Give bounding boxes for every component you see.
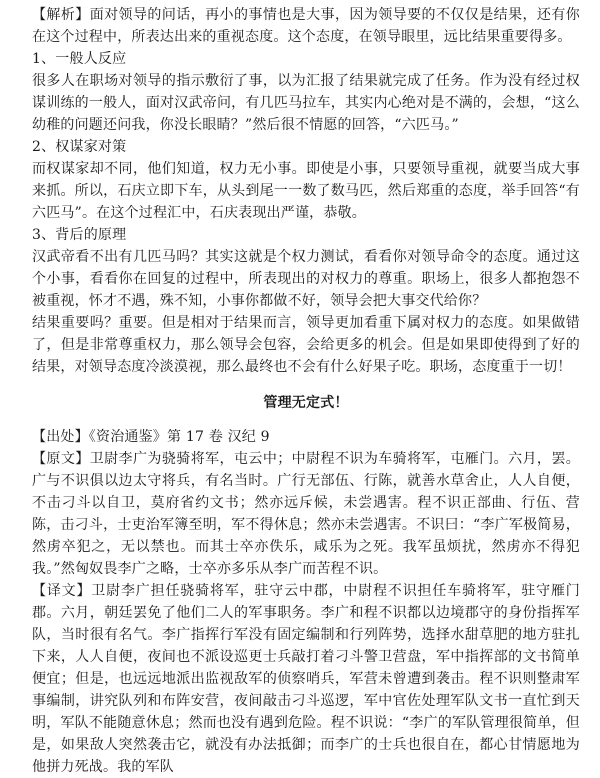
strategist-response-paragraph: 而权谋家却不同，他们知道，权力无小事。即使是小事，只要领导重视，就要当成大事来抓。所以，石庆立即下车，从头到尾一一数了数马匹，然后郑重的态度，举手回答“有六匹马”。在这个过程汇中，石庆表现出严谨，恭敬。 bbox=[32, 161, 580, 221]
ordinary-reaction-paragraph: 很多人在职场对领导的指示敷衍了事，以为汇报了结果就完成了任务。作为没有经过权谋训练的一般人，面对汉武帝问，有几匹马拉车，其实内心绝对是不满的，会想，“这么幼稚的问题还问我，你没长眼睛？”然后很不情愿的回答，“六匹马。” bbox=[32, 73, 580, 133]
principle-paragraph-1: 汉武帝看不出有几匹马吗？其实这就是个权力测试，看看你对领导命令的态度。通过这个小事，看看你在回复的过程中，所表现出的对权力的尊重。职场上，很多人都抱怨不被重视，怀才不遇，殊不知，小事你都做不好，领导会把大事交代给你？ bbox=[32, 249, 580, 309]
heading-strategist-response: 2、权谋家对策 bbox=[32, 139, 127, 155]
analysis-paragraph: 【解析】面对领导的问话，再小的事情也是大事，因为领导要的不仅仅是结果，还有你在这个过程中，所表达出来的重视态度。这个态度，在领导眼里，远比结果重要得多。 bbox=[32, 7, 580, 45]
section-title: 管理无定式！ bbox=[263, 395, 349, 411]
source-line: 【出处】《资治通鉴》第 17 卷 汉纪 9 bbox=[32, 429, 270, 445]
principle-paragraph-2: 结果重要吗？重要。但是相对于结果而言，领导更加看重下属对权力的态度。如果做错了，但是非常尊重权力，那么领导会包容，会给更多的机会。但是如果即使得到了好的结果，对领导态度冷淡漠视，那么最终也不会有什么好果子吃。职场，态度重于一切！ bbox=[32, 315, 580, 375]
original-text-paragraph: 【原文】卫尉李广为骁骑将军，屯云中；中尉程不识为车骑将军，屯雁门。六月，罢。广与不识俱以边太守将兵，有名当时。广行无部伍、行陈，就善水草舍止，人人自便，不击刁斗以自卫，莫府省约文书；然亦远斥候，未尝遇害。程不识正部曲、行伍、营陈，击刁斗，士吏治军簿至明，军不得休息；然亦未尝遇害。不识曰：“李广军极简易，然虏卒犯之，无以禁也。而其士卒亦佚乐，咸乐为之死。我军虽烦扰，然虏亦不得犯我。”然匈奴畏李广之略，士卒亦多乐从李广而苦程不识。 bbox=[32, 451, 580, 577]
heading-underlying-principle: 3、背后的原理 bbox=[32, 227, 127, 243]
heading-ordinary-reaction: 1、一般人反应 bbox=[32, 51, 127, 67]
translation-paragraph: 【译文】卫尉李广担任骁骑将军，驻守云中郡，中尉程不识担任车骑将军，驻守雁门郡。六月，朝廷罢免了他们二人的军事职务。李广和程不识都以边境郡守的身份指挥军队，当时很有名气。李广指挥行军没有固定编制和行列阵势，选择水甜草肥的地方驻扎下来，人人自便，夜间也不派设巡更士兵敲打着刁斗警卫营盘，军中指挥部的文书简单便宜；但是，也远远地派出监视敌军的侦察哨兵，军营未曾遭到袭击。程不识则整肃军事编制，讲究队列和布阵安营，夜间敲击刁斗巡逻，军中官佐处理军队文书一直忙到天明，军队不能随意休息；然而也没有遇到危险。程不识说：“李广的军队管理很简单，但是，如果敌人突然袭击它，就没有办法抵御；而李广的士兵也很自在，都心甘情愿地为他拼力死战。我的军队 bbox=[32, 583, 580, 775]
